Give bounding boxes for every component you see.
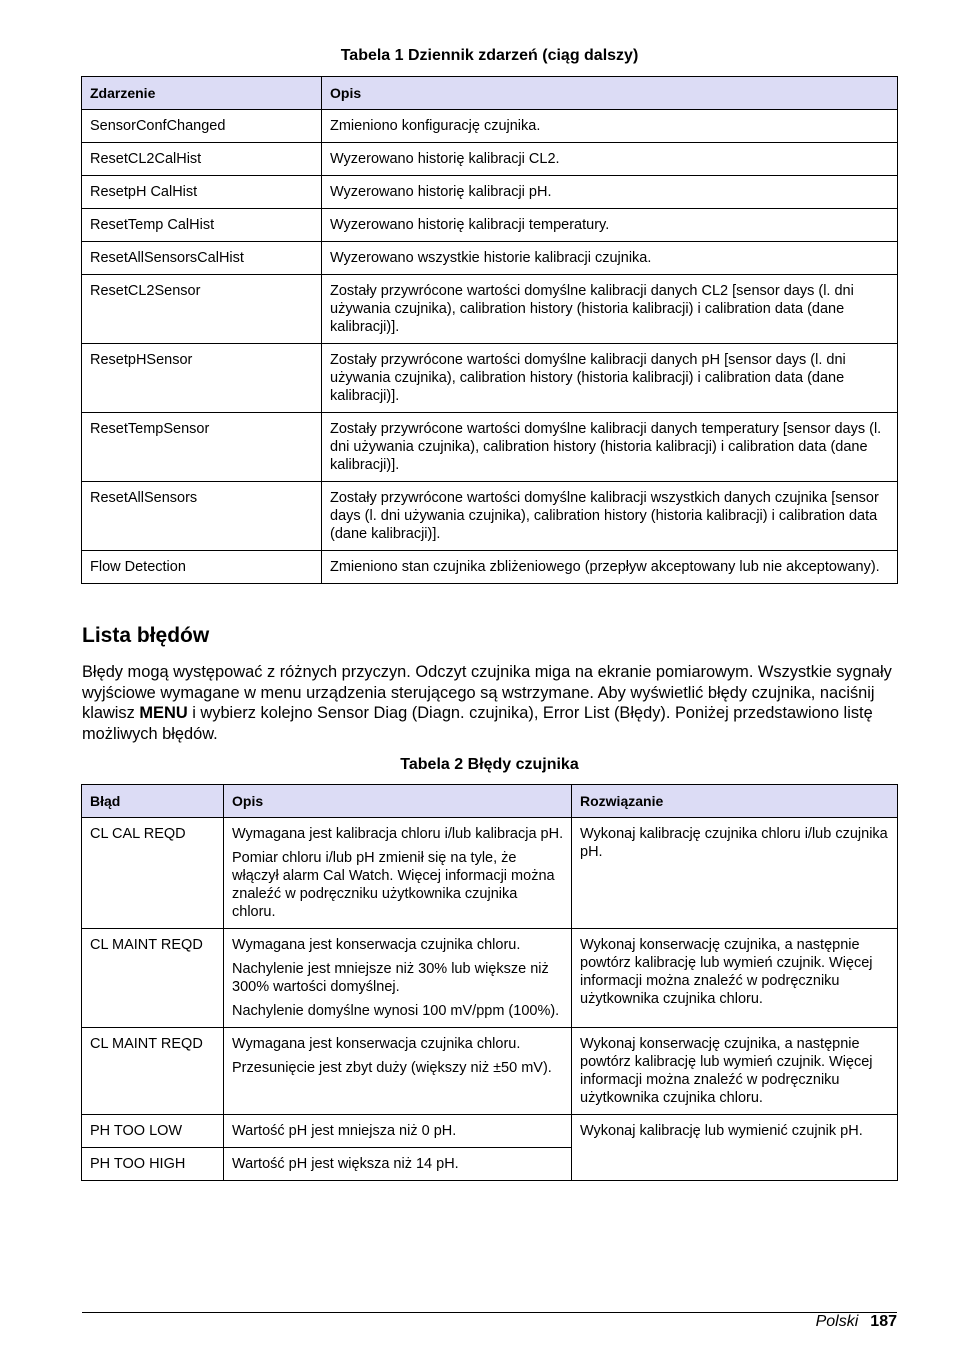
table-row [82, 482, 898, 551]
table2-caption: Tabela 2 Błędy czujnika [400, 756, 579, 773]
description-line: Pomiar chloru i/lub pH zmienił się na tyle, że włączył alarm Cal Watch. Więcej informacji można znaleźć w podręczniku użytkownika czujnika chloru. [232, 850, 555, 920]
description-cell: Wyzerowano historię kalibracji CL2. [322, 143, 898, 176]
description-cell: Zmieniono konfigurację czujnika. [322, 110, 898, 143]
table-row [82, 929, 898, 1028]
error-cell: PH TOO HIGH [82, 1148, 224, 1181]
table-row [82, 818, 898, 929]
table-row [82, 110, 898, 143]
event-log-table [81, 76, 898, 584]
table-row [82, 551, 898, 584]
table1-caption: Tabela 1 Dziennik zdarzeń (ciąg dalszy) [340, 47, 639, 64]
table-row [82, 176, 898, 209]
column-header-error: Błąd [82, 785, 224, 818]
page-footer [816, 1313, 897, 1331]
description-cell: Zostały przywrócone wartości domyślne kalibracji danych temperatury [sensor days (l. dni używania czujnika), calibration history (historia kalibracji) i calibration data (dane kalibracji)]. [322, 413, 898, 482]
description-cell: Zmieniono stan czujnika zbliżeniowego (przepływ akceptowany lub nie akceptowany). [322, 551, 898, 584]
solution-cell: Wykonaj konserwację czujnika, a następnie powtórz kalibrację lub wymień czujnik. Więcej informacji można znaleźć w podręczniku użytkownika czujnika chloru. [572, 929, 898, 1028]
sensor-errors-table [81, 784, 898, 1181]
description-cell: Zostały przywrócone wartości domyślne kalibracji wszystkich danych czujnika [sensor days (l. dni używania czujnika), calibration history (historia kalibracji) i calibration data (dane kalibracji)]. [322, 482, 898, 551]
table-row [82, 242, 898, 275]
event-cell: ResetTempSensor [82, 413, 322, 482]
description-cell: Wyzerowano historię kalibracji pH. [322, 176, 898, 209]
description-line: Wymagana jest konserwacja czujnika chloru. [232, 1036, 521, 1052]
description-line: Wymagana jest konserwacja czujnika chloru. [232, 937, 521, 953]
table-header-row [82, 77, 898, 110]
intro-paragraph [82, 662, 897, 744]
description-cell: Zostały przywrócone wartości domyślne kalibracji danych pH [sensor days (l. dni używania czujnika), calibration history (historia kalibracji) i calibration data (dane kalibracji)]. [322, 344, 898, 413]
description-cell: Wyzerowano wszystkie historie kalibracji czujnika. [322, 242, 898, 275]
solution-cell: Wykonaj kalibrację czujnika chloru i/lub czujnika pH. [572, 818, 898, 929]
description-line: Wartość pH jest większa niż 14 pH. [232, 1156, 459, 1172]
event-cell: ResetCL2Sensor [82, 275, 322, 344]
table-row [82, 1115, 898, 1148]
error-cell: PH TOO LOW [82, 1115, 224, 1148]
description-line: Wymagana jest kalibracja chloru i/lub kalibracja pH. [232, 826, 564, 842]
table-header-row [82, 785, 898, 818]
description-line: Wartość pH jest mniejsza niż 0 pH. [232, 1123, 457, 1139]
intro-text-end: i wybierz kolejno Sensor Diag (Diagn. czujnika), Error List (Błędy). Poniżej przedstawiono listę możliwych błędów. [82, 704, 873, 743]
event-cell: SensorConfChanged [82, 110, 322, 143]
column-header-description: Opis [322, 77, 898, 110]
event-cell: ResetpH CalHist [82, 176, 322, 209]
table-row [82, 413, 898, 482]
section-heading: Lista błędów [82, 624, 210, 647]
description-cell [224, 929, 572, 1028]
table-row [82, 275, 898, 344]
event-cell: ResetAllSensors [82, 482, 322, 551]
description-cell: Wyzerowano historię kalibracji temperatury. [322, 209, 898, 242]
event-cell: Flow Detection [82, 551, 322, 584]
description-cell [224, 1028, 572, 1115]
menu-key-label: MENU [139, 704, 188, 722]
description-cell [224, 1115, 572, 1148]
intro-text-start: Błędy mogą występować z różnych przyczyn. Odczyt czujnika miga na ekranie pomiarowym. Wszystkie sygnały wyjściowe wymagane w menu urządzenia sterującego są wstrzymane. Aby wyświetlić błędy czujnika, naciśnij klawisz [82, 663, 892, 722]
table-row [82, 344, 898, 413]
event-cell: ResetAllSensorsCalHist [82, 242, 322, 275]
solution-cell: Wykonaj kalibrację lub wymienić czujnik pH. [572, 1115, 898, 1181]
footer-divider [82, 1312, 897, 1313]
table-row [82, 209, 898, 242]
description-cell [224, 818, 572, 929]
table-row [82, 1028, 898, 1115]
table-row [82, 143, 898, 176]
error-cell: CL CAL REQD [82, 818, 224, 929]
page-number: 187 [870, 1313, 897, 1330]
event-cell: ResetpHSensor [82, 344, 322, 413]
description-cell [224, 1148, 572, 1181]
column-header-description: Opis [224, 785, 572, 818]
event-cell: ResetTemp CalHist [82, 209, 322, 242]
solution-cell: Wykonaj konserwację czujnika, a następnie powtórz kalibrację lub wymień czujnik. Więcej informacji można znaleźć w podręczniku użytkownika czujnika chloru. [572, 1028, 898, 1115]
description-cell: Zostały przywrócone wartości domyślne kalibracji danych CL2 [sensor days (l. dni używania czujnika), calibration history (historia kalibracji) i calibration data (dane kalibracji)]. [322, 275, 898, 344]
error-cell: CL MAINT REQD [82, 929, 224, 1028]
description-line: Nachylenie jest mniejsze niż 30% lub większe niż 300% wartości domyślnej. [232, 961, 549, 995]
column-header-event: Zdarzenie [82, 77, 322, 110]
event-cell: ResetCL2CalHist [82, 143, 322, 176]
error-cell: CL MAINT REQD [82, 1028, 224, 1115]
footer-language: Polski [815, 1313, 859, 1330]
column-header-solution: Rozwiązanie [572, 785, 898, 818]
description-line: Nachylenie domyślne wynosi 100 mV/ppm (100%). [232, 1003, 560, 1019]
description-line: Przesunięcie jest zbyt duży (większy niż ±50 mV). [232, 1060, 552, 1076]
